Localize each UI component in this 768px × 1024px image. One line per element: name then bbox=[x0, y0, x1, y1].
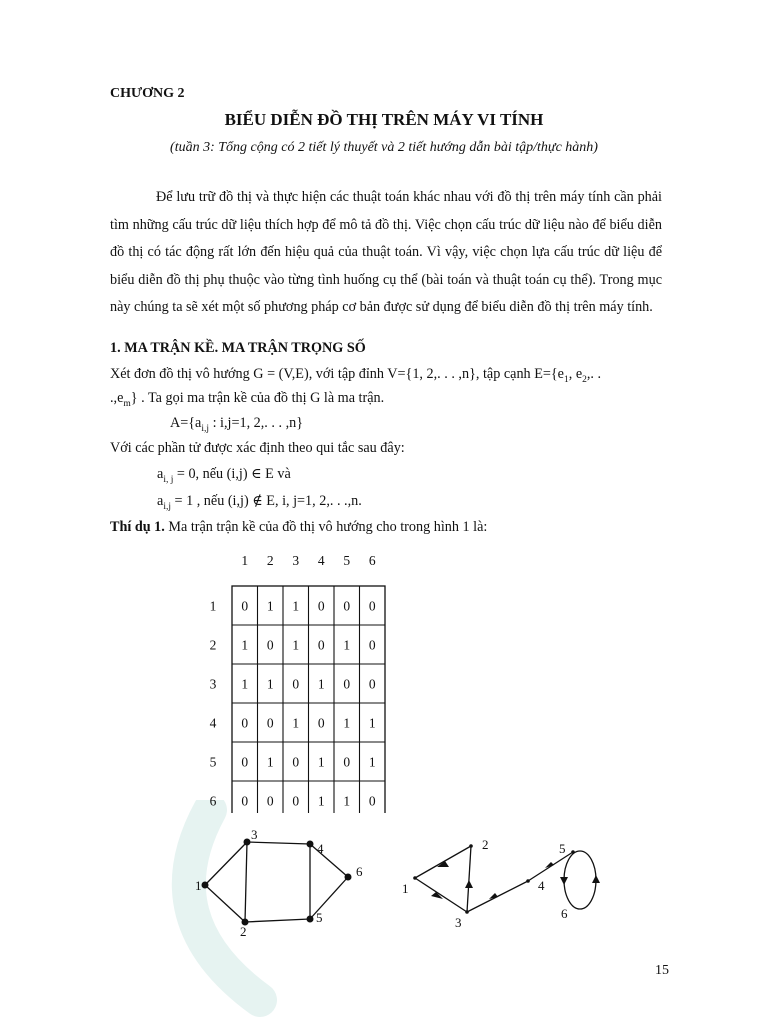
matrix-cell: 1 bbox=[368, 754, 376, 770]
matrix-cell: 0 bbox=[241, 793, 249, 809]
matrix-row-header: 3 bbox=[209, 676, 217, 692]
matrix-cell: 0 bbox=[266, 793, 274, 809]
matrix-cell: 0 bbox=[241, 754, 249, 770]
matrix-cell: 1 bbox=[292, 637, 300, 653]
node-label-4: 4 bbox=[317, 841, 324, 856]
matrix-cell: 1 bbox=[241, 676, 249, 692]
node-label-1: 1 bbox=[402, 881, 409, 896]
matrix-cell: 0 bbox=[266, 715, 274, 731]
edge-1-2 bbox=[205, 885, 245, 922]
matrix-row-header: 1 bbox=[209, 598, 217, 614]
matrix-cell: 1 bbox=[241, 637, 249, 653]
matrix-cell: 1 bbox=[343, 637, 351, 653]
matrix-col-header: 5 bbox=[343, 553, 351, 568]
matrix-cell: 0 bbox=[317, 637, 325, 653]
matrix-cell: 1 bbox=[317, 676, 325, 692]
intro-text: Để lưu trữ đồ thị và thực hiện các thuật toán khác nhau với đồ thị trên máy tính cần phải tìm những cấu trúc dữ liệu thích hợp để mô tả đồ thị. Việc chọn cấu trúc dữ liệu nào để biểu diễn đồ thị có tác động rất lớn đến hiệu quả của thuật toán. Vì vậy, việc chọn lựa cấu trúc dữ liệu để biểu diễn đồ thị phụ thuộc vào từng tình huống cụ thể (bài toán và thuật toán cụ thể). Trong mục này chúng ta sẽ xét một số phương pháp cơ bản được sử dụng để biểu diễn đồ thị trên máy tính. bbox=[110, 189, 662, 315]
matrix-cell: 0 bbox=[266, 637, 274, 653]
node-2 bbox=[469, 844, 473, 848]
matrix-col-header: 2 bbox=[266, 553, 274, 568]
matrix-cell: 1 bbox=[266, 598, 274, 614]
edge-1-3 bbox=[205, 842, 247, 885]
arrowhead-3-2 bbox=[465, 880, 473, 888]
page-title: BIỂU DIỄN ĐỒ THỊ TRÊN MÁY VI TÍNH bbox=[224, 110, 544, 129]
node-4 bbox=[307, 841, 314, 848]
page-number: 15 bbox=[655, 963, 669, 978]
matrix-cell: 0 bbox=[241, 715, 249, 731]
node-label-6: 6 bbox=[561, 906, 568, 921]
matrix-cell: 0 bbox=[343, 598, 351, 614]
matrix-cell: 1 bbox=[317, 754, 325, 770]
matrix-cell: 1 bbox=[266, 754, 274, 770]
node-label-1: 1 bbox=[195, 878, 202, 893]
matrix-cell: 1 bbox=[317, 793, 325, 809]
matrix-col-header: 1 bbox=[241, 553, 249, 568]
example-label: Thí dụ 1. bbox=[110, 519, 165, 535]
matrix-cell: 0 bbox=[368, 598, 376, 614]
matrix-cell: 1 bbox=[343, 793, 351, 809]
matrix-row-header: 2 bbox=[209, 637, 217, 653]
node-label-6: 6 bbox=[356, 864, 363, 879]
node-label-2: 2 bbox=[482, 837, 489, 852]
matrix-formula: $A=\{a_{i,j}$ : i,j=1, 2,. . . ,n} bbox=[170, 415, 304, 434]
node-3 bbox=[244, 839, 251, 846]
node-label-5: 5 bbox=[316, 910, 323, 925]
matrix-col-header: 6 bbox=[368, 553, 376, 568]
matrix-cell: 0 bbox=[343, 676, 351, 692]
matrix-cell: 0 bbox=[368, 676, 376, 692]
matrix-cell: 0 bbox=[317, 715, 325, 731]
example-line bbox=[110, 519, 487, 536]
matrix-cell: 0 bbox=[292, 754, 300, 770]
definition-line-1: Xét đơn đồ thị vô hướng G = (V,E), với tập đỉnh V={1, 2,. . . ,n}, tập cạnh $E=\{e_1$, $e_2$,. . bbox=[110, 366, 602, 385]
matrix-col-header: 4 bbox=[317, 553, 325, 568]
edge-3-4 bbox=[247, 842, 310, 844]
node-4 bbox=[526, 879, 530, 883]
node-3 bbox=[465, 910, 469, 914]
matrix-cell: 0 bbox=[292, 676, 300, 692]
arrowhead-loop-right bbox=[592, 875, 600, 883]
definition-line-2: $.,e_m$} . Ta gọi ma trận kề của đồ thị G là ma trận. bbox=[110, 390, 385, 409]
matrix-row-header: 6 bbox=[209, 793, 217, 809]
section-heading: 1. MA TRẬN KỀ. MA TRẬN TRỌNG SỐ bbox=[110, 340, 366, 356]
matrix-cell: 1 bbox=[266, 676, 274, 692]
node-6 bbox=[345, 874, 352, 881]
matrix-cell: 1 bbox=[292, 715, 300, 731]
page-subtitle: (tuần 3: Tổng cộng có 2 tiết lý thuyết và 2 tiết hướng dẫn bài tập/thực hành) bbox=[170, 140, 598, 155]
chapter-label: CHƯƠNG 2 bbox=[110, 86, 185, 101]
arrowhead-loop-left bbox=[560, 877, 568, 885]
matrix-cell: 1 bbox=[292, 598, 300, 614]
matrix-cell: 0 bbox=[343, 754, 351, 770]
intro-paragraph bbox=[110, 184, 662, 322]
node-label-4: 4 bbox=[538, 878, 545, 893]
node-5 bbox=[571, 850, 575, 854]
arc-3-1 bbox=[415, 878, 467, 912]
matrix-col-header: 3 bbox=[292, 553, 300, 568]
matrix-row-header: 4 bbox=[209, 715, 217, 731]
matrix-cell: 1 bbox=[368, 715, 376, 731]
node-label-3: 3 bbox=[251, 827, 258, 842]
matrix-cell: 0 bbox=[368, 793, 376, 809]
arc-3-2 bbox=[467, 846, 471, 912]
node-5 bbox=[307, 916, 314, 923]
node-1 bbox=[413, 876, 417, 880]
node-label-5: 5 bbox=[559, 841, 566, 856]
matrix-cell: 0 bbox=[241, 598, 249, 614]
edge-4-6 bbox=[310, 844, 348, 877]
matrix-row-header: 5 bbox=[209, 754, 217, 770]
arc-loop-5-6 bbox=[564, 851, 596, 909]
matrix-cell: 0 bbox=[317, 598, 325, 614]
node-label-2: 2 bbox=[240, 924, 247, 939]
edge-2-3 bbox=[245, 842, 247, 922]
rule-intro: Với các phần tử được xác định theo qui tắc sau đây: bbox=[110, 440, 405, 456]
node-label-3: 3 bbox=[455, 915, 462, 930]
edge-2-5 bbox=[245, 919, 310, 922]
rule-1: $a_{i, j} = 0$, nếu (i,j) ∈ E và bbox=[157, 466, 291, 485]
example-text: Ma trận trận kề của đồ thị vô hướng cho trong hình 1 là: bbox=[164, 519, 488, 535]
arc-1-2 bbox=[415, 846, 471, 878]
undirected-graph-figure bbox=[190, 822, 380, 942]
rule-2: $a_{i,j} = 1$ , nếu (i,j) ∉ E, i, j=1, 2,. . .,n. bbox=[157, 493, 362, 512]
directed-graph-figure bbox=[395, 830, 625, 940]
adjacency-matrix bbox=[195, 548, 415, 813]
matrix-cell: 1 bbox=[343, 715, 351, 731]
matrix-cell: 0 bbox=[368, 637, 376, 653]
matrix-cell: 0 bbox=[292, 793, 300, 809]
node-1 bbox=[202, 882, 209, 889]
